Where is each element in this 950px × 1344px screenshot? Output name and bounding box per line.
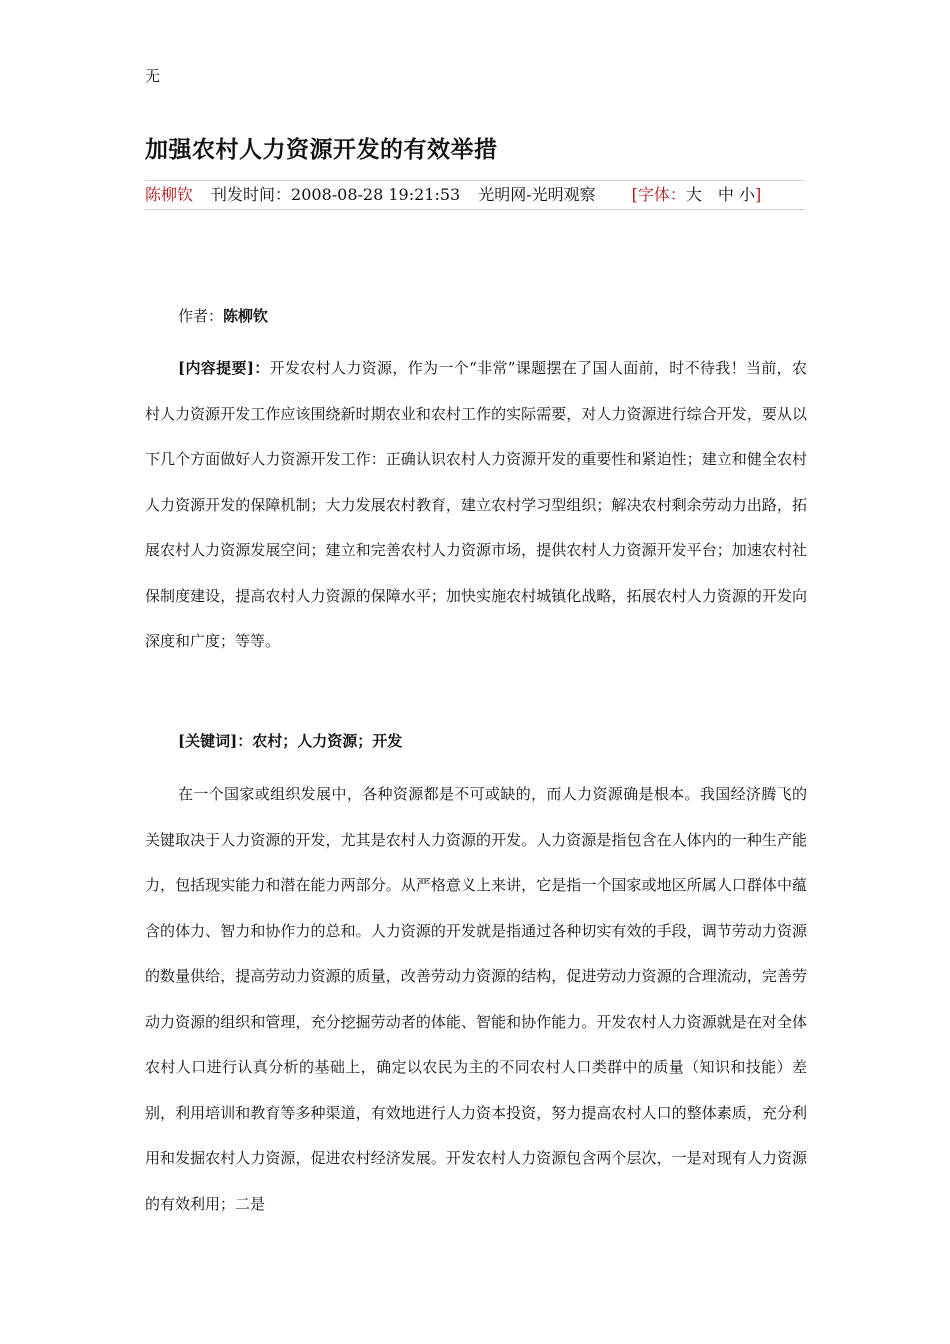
author-label: 作者： [178, 307, 224, 325]
article-title: 加强农村人力资源开发的有效举措 [145, 136, 498, 163]
font-size-medium-link[interactable]: 中 [717, 185, 734, 204]
font-size-label: [字体： [631, 185, 686, 204]
keywords-line: [关键词]：农村；人力资源；开发 [178, 732, 403, 750]
abstract-text: 开发农村人力资源，作为一个“非常”课题摆在了国人面前，时不待我！当前，农村人力资源开发工作应该围绕新时期农业和农村工作的实际需要，对人力资源进行综合开发，要从以下几个方面做好人力资源开发工作：正确认识农村人力资源开发的重要性和紧迫性；建立和健全农村人力资源开发的保障机制；大力发展农村教育，建立农村学习型组织；解决农村剩余劳动力出路，拓展农村人力资源发展空间；建立和完善农村人力资源市场，提供农村人力资源开发平台；加速农村社保制度建设，提高农村人力资源的保障水平；加快实施农村城镇化战略，拓展农村人力资源的开发向深度和广度；等等。 [145, 359, 807, 650]
font-size-control [632, 185, 762, 204]
meta-publish-label: 刊发时间： [211, 185, 292, 204]
header-note: 无 [145, 67, 161, 85]
meta-author-link[interactable]: 陈柳钦 [145, 185, 194, 204]
author-line [178, 305, 268, 327]
abstract-label: [内容提要]： [178, 359, 270, 377]
meta-publish-time: 2008-08-28 19:21:53 [291, 185, 461, 204]
meta-source: 光明网-光明观察 [478, 185, 596, 204]
author-name: 陈柳钦 [223, 307, 269, 325]
font-size-small-link[interactable]: 小 [739, 185, 756, 204]
body-paragraph: 在一个国家或组织发展中，各种资源都是不可或缺的，而人力资源确是根本。我国经济腾飞的关键取决于人力资源的开发，尤其是农村人力资源的开发。人力资源是指包含在人体内的一种生产能力，包括现实能力和潜在能力两部分。从严格意义上来讲，它是指一个国家或地区所属人口群体中蕴含的体力、智力和协作力的总和。人力资源的开发就是指通过各种切实有效的手段，调节劳动力资源的数量供给，提高劳动力资源的质量，改善劳动力资源的结构，促进劳动力资源的合理流动，完善劳动力资源的组织和管理，充分挖掘劳动者的体能、智能和协作能力。开发农村人力资源就是在对全体农村人口进行认真分析的基础上，确定以农民为主的不同农村人口类群中的质量（知识和技能）差别，利用培训和教育等多种渠道，有效地进行人力资本投资，努力提高农村人口的整体素质，充分利用和发掘农村人力资源，促进农村经济发展。开发农村人力资源包含两个层次，一是对现有人力资源的有效利用；二是 [145, 785, 807, 1213]
font-size-label-close: ] [755, 185, 762, 204]
article-meta-bar [145, 180, 805, 210]
font-size-large-link[interactable]: 大 [685, 185, 702, 204]
abstract-paragraph [145, 346, 807, 665]
